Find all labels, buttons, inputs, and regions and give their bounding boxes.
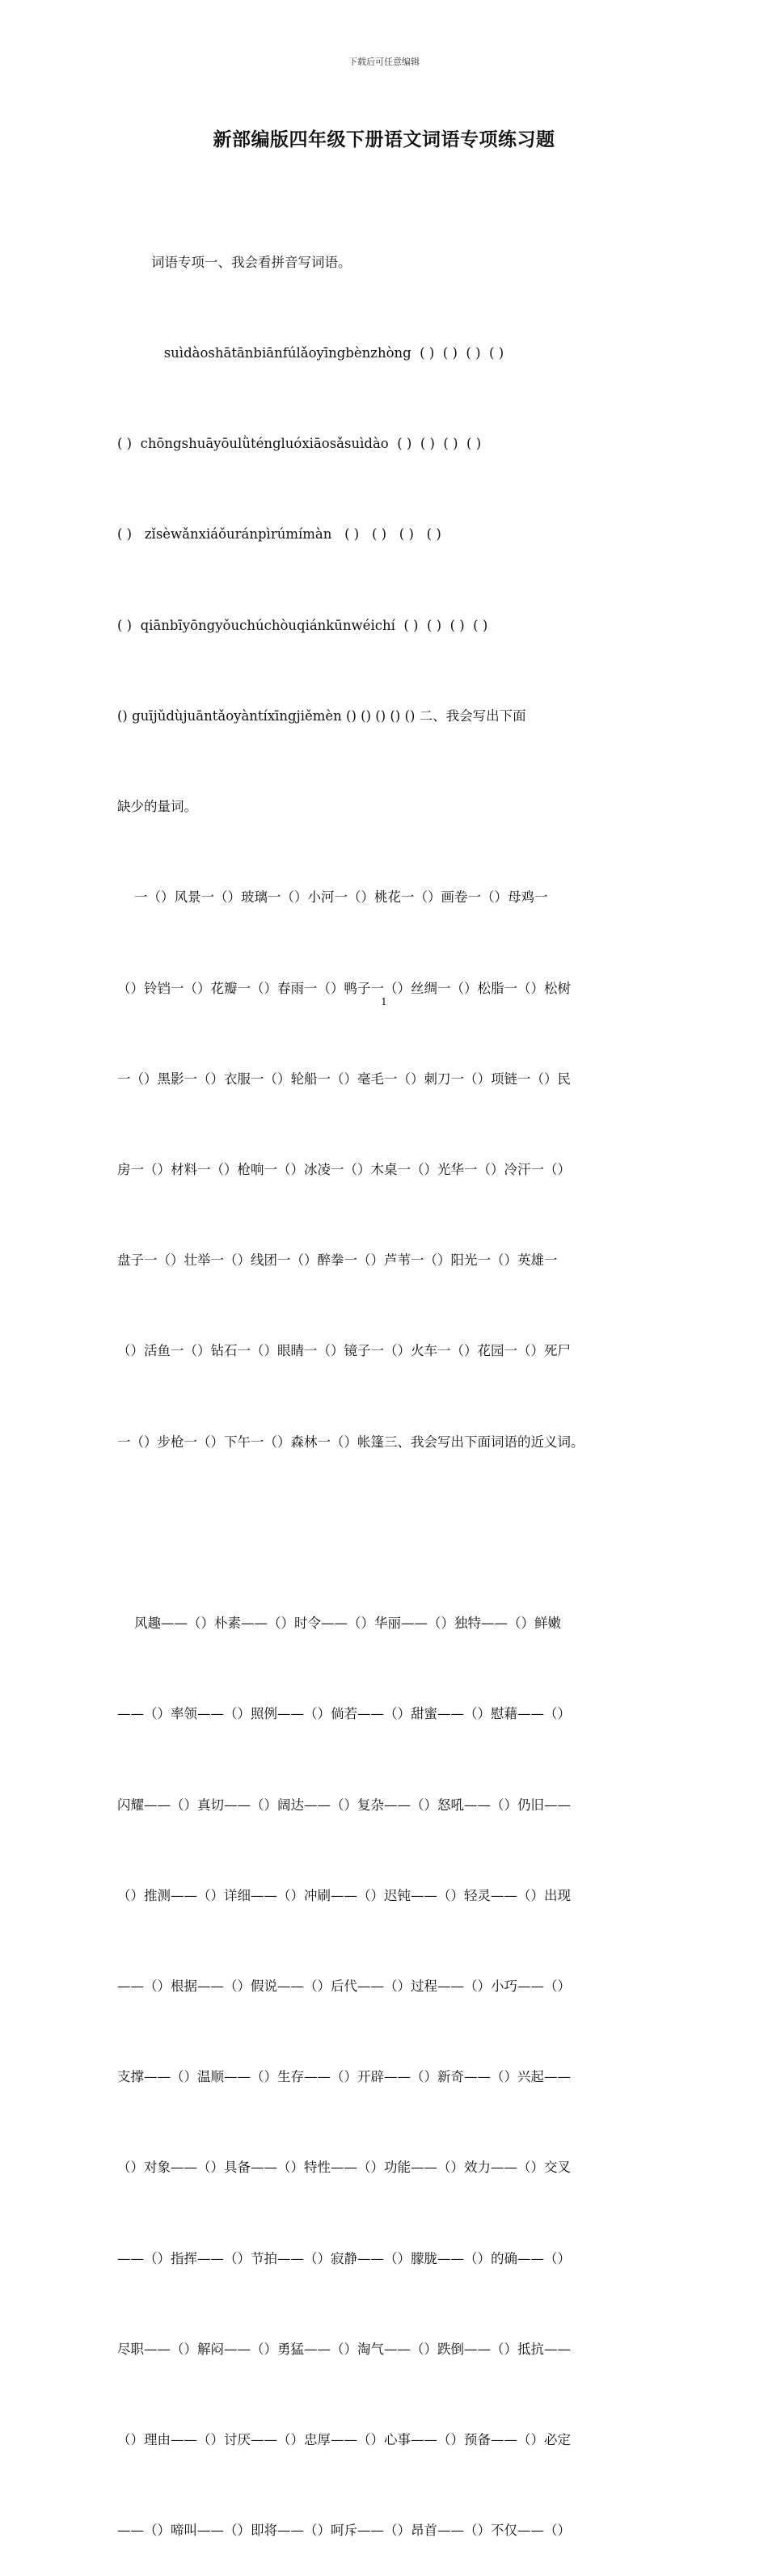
synonym-line: 尽职——（）解闷——（）勇猛——（）淘气——（）跌倒——（）抵抗—— [117,2341,571,2357]
page-header: 下载后可任意编辑 [348,57,420,67]
measure-word-line: 盘子一（）壮举一（）线团一（）醉拳一（）芦苇一（）阳光一（）英雄一 [117,1252,558,1269]
measure-word-line: 一（）风景一（）玻璃一（）小河一（）桃花一（）画卷一（）母鸡一 [117,889,548,906]
section-two-heading-end: 缺少的量词。 [117,799,197,815]
measure-word-line: 房一（）材料一（）枪响一（）冰凌一（）木桌一（）光华一（）冷汗一（） [117,1162,571,1177]
section-one-heading: 词语专项一、我会看拼音写词语。 [117,254,352,270]
pinyin-line: () guījǔdùjuāntǎoyàntíxīngjiěmèn () () () () () 二、我会写出下面 [117,707,526,724]
synonym-line: ——（）啼叫——（）即将——（）呵斥——（）昂首——（）不仅——（） [117,2523,571,2539]
measure-word-line: 一（）黑影一（）衣服一（）轮船一（）毫毛一（）刺刀一（）项链一（）民 [117,1071,571,1087]
measure-word-line: （）活鱼一（）钻石一（）眼睛一（）镜子一（）火车一（）花园一（）死尸 [117,1343,571,1359]
measure-word-line: 一（）步枪一（）下午一（）森林一（）帐篷三、我会写出下面词语的近义词。 [117,1434,584,1450]
synonym-line: （）推测——（）详细——（）冲刷——（）迟钝——（）轻灵——（）出现 [117,1887,571,1903]
pinyin-line: suìdàoshātānbiānfúlǎoyīngbènzhòng ( ) ( ) ( ) ( ) [117,345,504,361]
document-title: 新部编版四年级下册语文词语专项练习题 [213,129,555,150]
synonym-line: 风趣——（）朴素——（）时令——（）华丽——（）独特——（）鲜嫩 [117,1615,561,1632]
measure-word-line: （）铃铛一（）花瓣一（）春雨一（）鸭子一（）丝绸一（）松脂一（）松树 [117,980,571,996]
pinyin-line: ( ) chōngshuāyōulǜténgluóxiāosǎsuìdào ( ) ( ) ( ) ( ) [117,436,482,452]
synonym-line: （）对象——（）具备——（）特性——（）功能——（）效力——（）交叉 [117,2160,571,2176]
page-number: 1 [381,996,387,1007]
pinyin-line: ( ) zǐsèwǎnxiáǒuránpìrúmímàn ( ) ( ) ( ) ( ) [117,526,441,543]
synonym-line: （）理由——（）讨厌——（）忠厚——（）心事——（）预备——（）必定 [117,2432,571,2448]
synonym-line: ——（）根据——（）假说——（）后代——（）过程——（）小巧——（） [117,1978,571,1994]
document-body [117,187,664,2576]
pinyin-line: ( ) qiānbīyōngyǒuchúchòuqiánkūnwéichí ( ) ( ) ( ) ( ) [117,617,488,633]
synonym-line: 闪耀——（）真切——（）阔达——（）复杂——（）怒吼——（）仍旧—— [117,1797,571,1813]
synonym-line: 支撑——（）温顺——（）生存——（）开辟——（）新奇——（）兴起—— [117,2069,571,2085]
blank-line [117,1518,664,1548]
synonym-line: ——（）指挥——（）节拍——（）寂静——（）朦胧——（）的确——（） [117,2250,571,2266]
synonym-line: ——（）率领——（）照例——（）倘若——（）甜蜜——（）慰藉——（） [117,1706,571,1722]
